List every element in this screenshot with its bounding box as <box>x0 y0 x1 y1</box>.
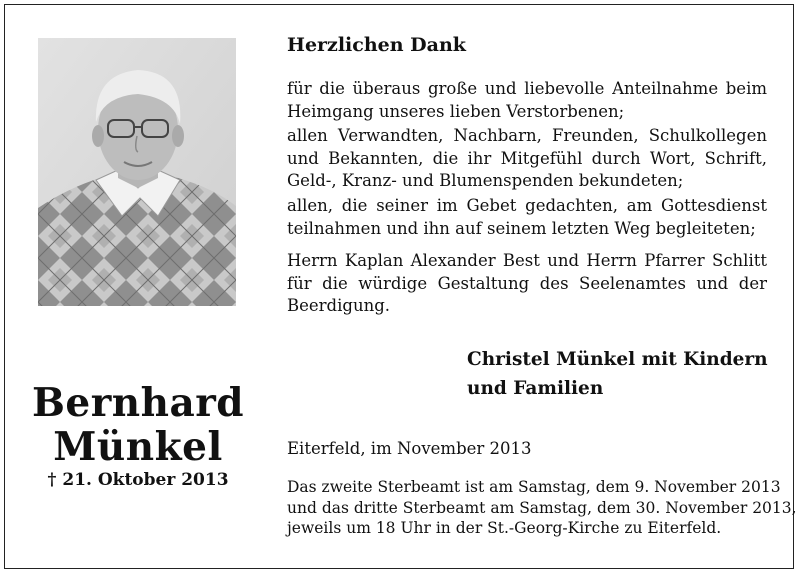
signature-line: und Familien <box>467 378 604 399</box>
place-and-date: Eiterfeld, im November 2013 <box>287 439 532 458</box>
death-date: 21. Oktober 2013 <box>62 470 229 490</box>
portrait-photo <box>38 38 236 306</box>
signature-line: Christel Münkel mit Kindern <box>467 349 768 370</box>
notice-line: Das zweite Sterbeamt ist am Samstag, dem 9. November 2013 <box>287 478 781 496</box>
deceased-first-name: Bernhard <box>31 380 245 426</box>
thanks-heading: Herzlichen Dank <box>287 34 466 56</box>
notice-line: und das dritte Sterbeamt am Samstag, dem 30. November 2013, <box>287 498 797 517</box>
signature-block <box>467 345 768 403</box>
notice-line: jeweils um 18 Uhr in der St.-Georg-Kirche zu Eiterfeld. <box>287 519 722 537</box>
thanks-paragraph: Herrn Kaplan Alexander Best und Herrn Pfarrer Schlitt für die würdige Gestaltung des Seelenamtes und der Beerdigung. <box>287 251 767 315</box>
deceased-last-name: Münkel <box>53 424 223 470</box>
cross-icon: † <box>47 470 57 490</box>
death-date-line <box>20 470 256 490</box>
thanks-paragraph: für die überaus große und liebevolle Anteilnahme beim Heimgang unseres lieben Verstorbenen; <box>287 79 767 121</box>
service-notice <box>287 477 797 539</box>
thanks-paragraph: allen, die seiner im Gebet gedachten, am Gottesdienst teilnahmen und ihn auf seinem letzten Weg begleiteten; <box>287 196 767 238</box>
thanks-paragraph: allen Verwandten, Nachbarn, Freunden, Schulkollegen und Bekannten, die ihr Mitgefühl durch Wort, Schrift, Geld-, Kranz- und Blumenspenden bekundeten; <box>287 126 767 190</box>
portrait-photo-graphic <box>38 38 236 306</box>
